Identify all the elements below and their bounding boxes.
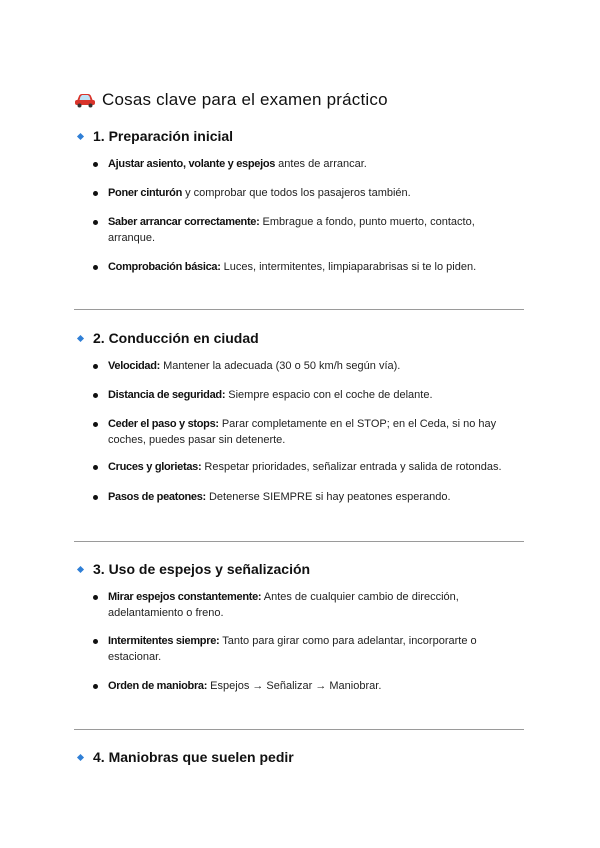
list-item bbox=[108, 185, 518, 201]
item-label: Saber arrancar correctamente: bbox=[108, 216, 260, 228]
list-item bbox=[108, 678, 518, 694]
item-text: antes de arrancar. bbox=[275, 158, 367, 170]
item-text: Antes de cualquier cambio de dirección, adelantamiento o freno. bbox=[108, 591, 459, 619]
section-preparacion bbox=[74, 128, 524, 273]
section-espejos-senalizacion bbox=[74, 561, 524, 692]
item-text: Parar completamente en el STOP; en el Ceda, si no hay coches, puedes pasar sin detenerte. bbox=[108, 418, 497, 446]
diamond-bullet-icon bbox=[77, 334, 84, 341]
item-label: Intermitentes siempre: bbox=[108, 635, 220, 647]
list-item bbox=[108, 156, 518, 172]
section-conduccion-ciudad bbox=[74, 330, 524, 503]
diamond-bullet-icon bbox=[77, 753, 84, 760]
item-label: Ajustar asiento, volante y espejos bbox=[108, 158, 276, 170]
item-text: Embrague a fondo, punto muerto, contacto, arranque. bbox=[108, 216, 475, 244]
list-item bbox=[108, 387, 518, 403]
item-label: Cruces y glorietas: bbox=[108, 461, 202, 473]
item-text: Mantener la adecuada (30 o 50 km/h según vía). bbox=[160, 360, 401, 372]
item-text: Respetar prioridades, señalizar entrada y salida de rotondas. bbox=[201, 461, 502, 473]
item-label: Pasos de peatones: bbox=[108, 491, 206, 503]
item-text: Espejos → Señalizar → Maniobrar. bbox=[207, 680, 382, 692]
item-label: Mirar espejos constantemente: bbox=[108, 591, 262, 603]
list-item bbox=[108, 259, 518, 275]
item-text: Detenerse SIEMPRE si hay peatones esperando. bbox=[205, 491, 451, 503]
list-item bbox=[108, 214, 518, 246]
section-heading-2 bbox=[76, 330, 524, 346]
page-title: Cosas clave para el examen práctico bbox=[102, 90, 388, 109]
item-text: Luces, intermitentes, limpiaparabrisas si te lo piden. bbox=[220, 261, 477, 273]
section-heading-3 bbox=[76, 561, 524, 577]
item-text: y comprobar que todos los pasajeros también. bbox=[182, 187, 411, 199]
section-divider bbox=[74, 309, 524, 310]
item-text: Siempre espacio con el coche de delante. bbox=[225, 389, 433, 401]
section-heading-text: 4. Maniobras que suelen pedir bbox=[93, 749, 294, 765]
section-heading-4 bbox=[76, 749, 524, 765]
list-item bbox=[108, 633, 518, 665]
section-heading-1 bbox=[76, 128, 524, 144]
list-item bbox=[108, 589, 518, 621]
page-title-row bbox=[74, 90, 388, 110]
section-heading-text: 1. Preparación inicial bbox=[93, 128, 234, 144]
item-label: Velocidad: bbox=[108, 360, 161, 372]
section-heading-text: 2. Conducción en ciudad bbox=[93, 330, 259, 346]
item-label: Ceder el paso y stops: bbox=[108, 418, 219, 430]
list-item bbox=[108, 489, 518, 505]
diamond-bullet-icon bbox=[77, 565, 84, 572]
list-item bbox=[108, 459, 518, 475]
section-divider bbox=[74, 729, 524, 730]
car-icon bbox=[74, 92, 96, 108]
item-label: Poner cinturón bbox=[108, 187, 183, 199]
list-item bbox=[108, 416, 518, 448]
section-divider bbox=[74, 541, 524, 542]
diamond-bullet-icon bbox=[77, 132, 84, 139]
item-text: Tanto para girar como para adelantar, incorporarte o estacionar. bbox=[108, 635, 477, 663]
item-label: Comprobación básica: bbox=[108, 261, 221, 273]
item-label: Orden de maniobra: bbox=[108, 680, 208, 692]
section-heading-text: 3. Uso de espejos y señalización bbox=[93, 561, 311, 577]
list-item bbox=[108, 358, 518, 374]
item-label: Distancia de seguridad: bbox=[108, 389, 226, 401]
section-maniobras bbox=[74, 749, 524, 765]
